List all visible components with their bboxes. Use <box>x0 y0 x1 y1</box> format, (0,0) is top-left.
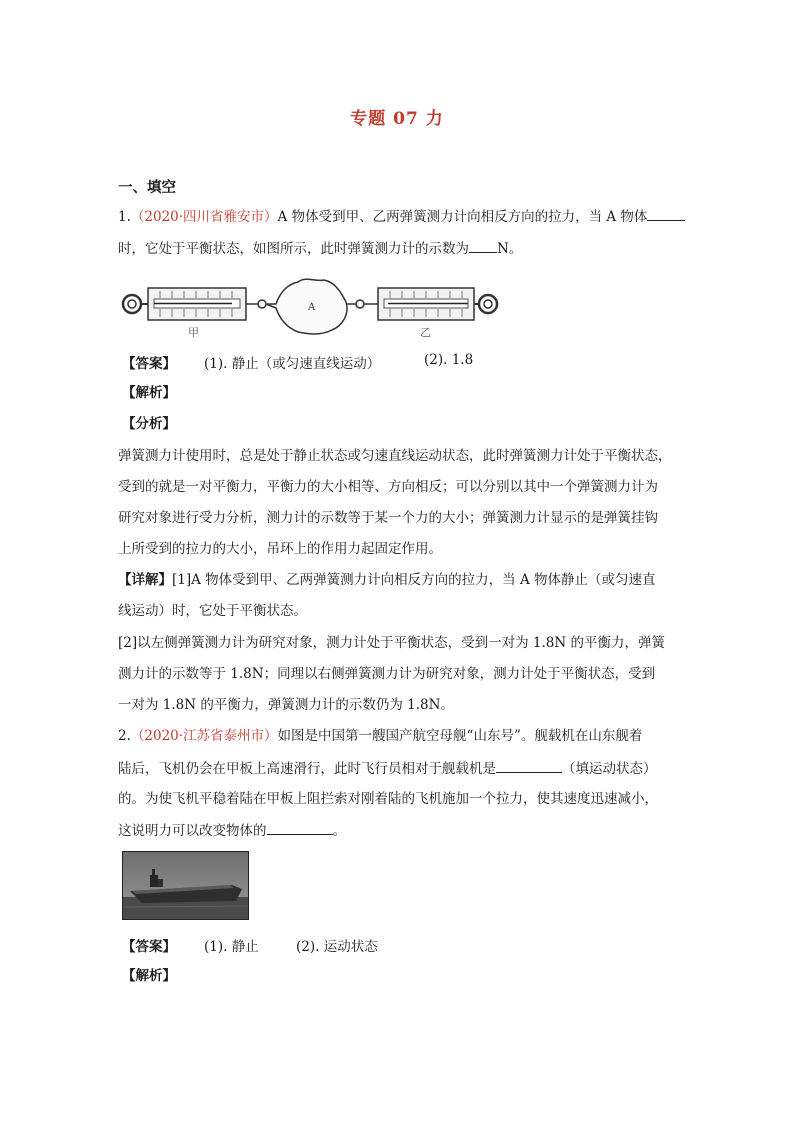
q1-stem-line1 <box>118 206 685 227</box>
page-title: 专题 07 力 <box>350 109 444 129</box>
q1-xiangjie-tag: 【详解】 <box>118 572 172 588</box>
q1-stem-a: A 物体受到甲、乙两弹簧测力计向相反方向的拉力，当 A 物体 <box>277 209 648 225</box>
q1-xiangjie-text: [1]A 物体受到甲、乙两弹簧测力计向相反方向的拉力，当 A 物体静止（或匀速直 <box>172 572 656 588</box>
q1-answer-1: (1). 静止（或匀速直线运动） <box>204 356 381 372</box>
q1-answer-row <box>118 352 538 372</box>
q2-stem-a: 如图是中国第一艘国产航空母舰“山东号”。舰载机在山东舰着 <box>277 728 643 744</box>
q2-stem-line2 <box>118 758 657 779</box>
q2-answer-row <box>118 935 418 955</box>
q1-xiangjie-line: 一对为 1.8N 的平衡力，弹簧测力计的示数仍为 1.8N。 <box>118 697 454 713</box>
q2-answer-2: (2). 运动状态 <box>296 939 378 955</box>
q2-blank-2 <box>267 820 333 835</box>
q1-number: 1. <box>118 209 131 225</box>
q2-answer-tag: 【答案】 <box>122 939 176 955</box>
section-heading: 一、填空 <box>118 179 176 196</box>
q1-xiangjie-line1 <box>118 570 656 590</box>
q2-source: （2020·江苏省泰州市） <box>130 728 278 744</box>
q1-fenxi-line: 研究对象进行受力分析，测力计的示数等于某一个力的大小；弹簧测力计显示的是弹簧挂钩 <box>118 510 658 526</box>
figure-label-right: 乙 <box>420 326 431 339</box>
q1-xiangjie-line: 测力计的示数等于 1.8N；同理以右侧弹簧测力计为研究对象，测力计处于平衡状态，受到 <box>118 666 656 682</box>
q1-stem-line2 <box>118 238 522 259</box>
q1-jiexi-tag: 【解析】 <box>122 385 176 401</box>
q2-stem-d: 这说明力可以改变物体的 <box>118 823 267 839</box>
q1-fenxi-line: 弹簧测力计使用时，总是处于静止状态或匀速直线运动状态，此时弹簧测力计处于平衡状态， <box>118 448 672 464</box>
q1-blank-2 <box>469 238 497 253</box>
q2-blank-1 <box>496 758 562 773</box>
q1-fenxi-tag: 【分析】 <box>122 416 176 432</box>
q1-fenxi-line: 上所受到的拉力的大小，吊环上的作用力起固定作用。 <box>118 541 442 557</box>
q1-blank-1 <box>647 206 685 221</box>
q1-xiangjie-line: [2]以左侧弹簧测力计为研究对象，测力计处于平衡状态，受到一对为 1.8N 的平衡力，弹簧 <box>118 635 665 651</box>
q2-jiexi-tag: 【解析】 <box>122 968 176 984</box>
q2-stem-d-end: 。 <box>332 823 346 839</box>
figure-label-center: A <box>308 302 316 313</box>
q1-fenxi-line: 受到的就是一对平衡力，平衡力的大小相等、方向相反；可以分别以其中一个弹簧测力计为 <box>118 479 658 495</box>
q2-number: 2. <box>118 728 131 744</box>
q2-stem-line1 <box>118 726 642 746</box>
q1-answer-tag: 【答案】 <box>122 356 176 372</box>
q1-answer-2: (2). 1.8 <box>424 352 474 368</box>
q2-answer-1: (1). 静止 <box>204 939 259 955</box>
q2-stem-b: 陆后，飞机仍会在甲板上高速滑行，此时飞行员相对于舰载机是 <box>118 761 496 777</box>
aircraft-carrier-photo <box>122 851 249 920</box>
spring-scales-figure <box>120 274 500 344</box>
q1-stem-b: 时，它处于平衡状态，如图所示，此时弹簧测力计的示数为 <box>118 241 469 257</box>
q2-stem-b-end: （填运动状态） <box>562 761 657 777</box>
q2-stem-line3: 的。为使飞机平稳着陆在甲板上阻拦索对刚着陆的飞机施加一个拉力，使其速度迅速减小， <box>118 791 658 807</box>
q1-xiangjie-line: 线运动）时，它处于平衡状态。 <box>118 603 307 619</box>
q1-source: （2020·四川省雅安市） <box>130 209 278 225</box>
figure-label-left: 甲 <box>188 326 199 339</box>
q2-stem-line4 <box>118 820 346 841</box>
q1-stem-b-end: N。 <box>497 241 523 257</box>
